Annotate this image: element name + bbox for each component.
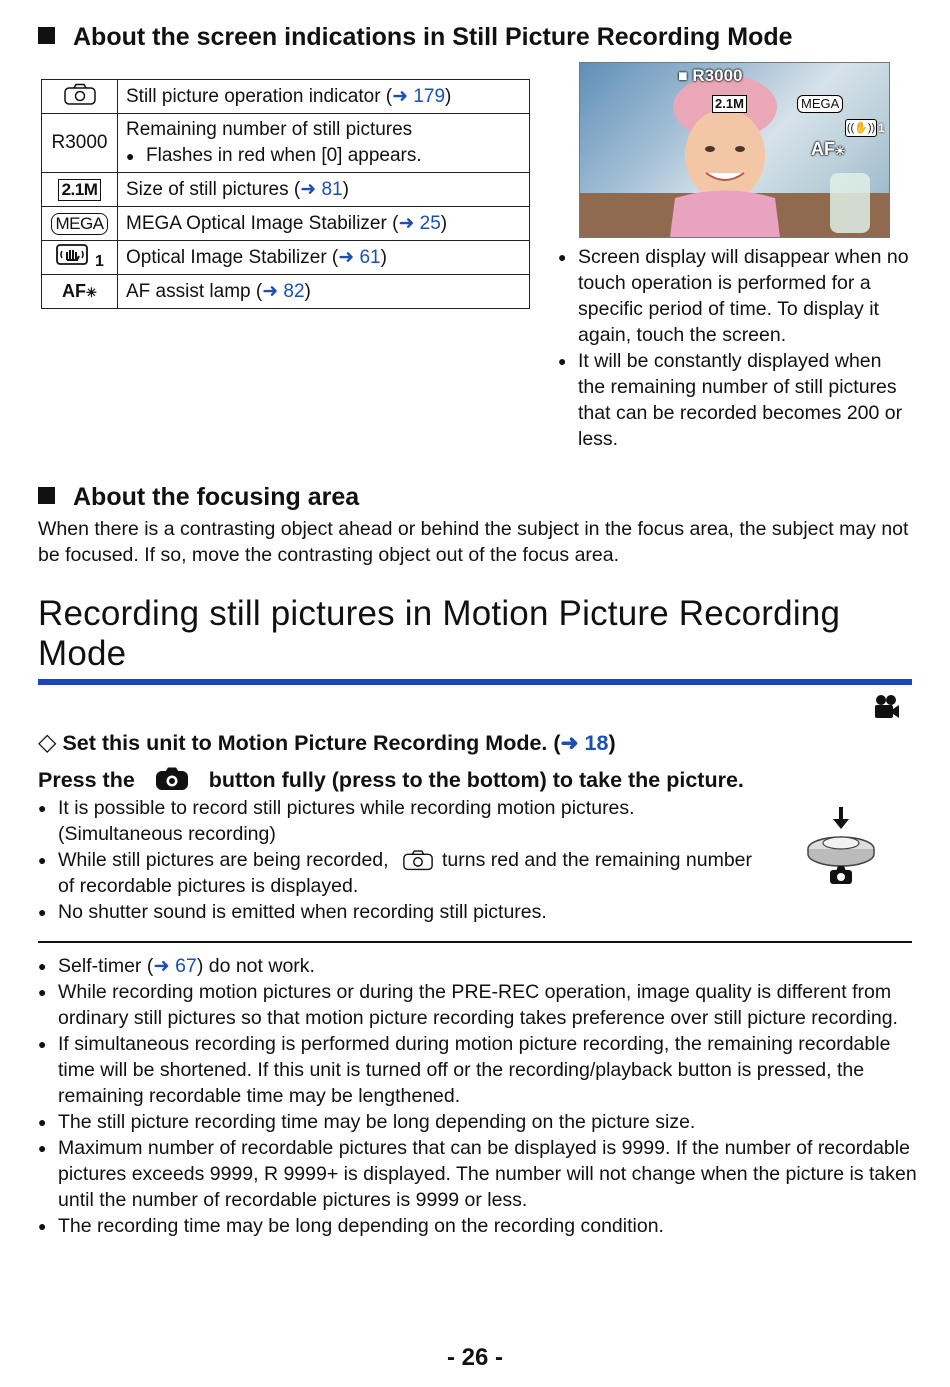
bullet-item: ● Screen display will disappear when no touch operation is performed for a specific period of time. To display it again, touch the screen. xyxy=(558,244,914,348)
preview-size-icon: 2.1M xyxy=(712,95,747,113)
table-row xyxy=(42,173,530,207)
page-link[interactable]: ➜ 179 xyxy=(392,86,446,107)
square-bullet-icon xyxy=(38,27,55,44)
title-rule xyxy=(38,679,912,685)
bullet-item: ● The recording time may be long depending on the recording condition. xyxy=(38,1213,918,1239)
bullet-item: ● Flashes in red when [0] appears. xyxy=(126,143,521,169)
page-link[interactable]: ➜ 81 xyxy=(300,179,343,200)
page-link[interactable]: ➜ 82 xyxy=(262,281,305,302)
focusing-area-body: When there is a contrasting object ahead or behind the subject in the focus area, the subject may not be focused. If so, move the contrasting object out of the focus area. xyxy=(38,518,909,566)
icon-cell xyxy=(42,173,118,207)
bullet-item: ● No shutter sound is emitted when recording still pictures. xyxy=(38,899,768,925)
page-link[interactable]: ➜ 67 xyxy=(153,955,197,977)
preview-notes xyxy=(558,244,914,452)
desc-cell: Optical Image Stabilizer (➜ 61) xyxy=(118,241,530,275)
page-number: - 26 - xyxy=(446,1344,503,1371)
camera-button-icon xyxy=(155,767,189,791)
table-row xyxy=(42,80,530,114)
remaining-count-label: R3000 xyxy=(51,132,108,153)
page-title: Recording still pictures in Motion Picture Recording Mode xyxy=(38,594,841,673)
square-bullet-icon xyxy=(38,487,55,504)
lamp-burst-icon: ✳ xyxy=(86,284,97,300)
preview-af-icon: AF✳ xyxy=(811,139,846,159)
page-link[interactable]: ➜ 25 xyxy=(398,213,441,234)
desc-cell: Remaining number of still pictures ● Flashes in red when [0] appears. xyxy=(118,114,530,173)
step-press-button: Press the button fully (press to the bottom) to take the picture. xyxy=(38,768,744,792)
icon-cell xyxy=(42,241,118,275)
icon-cell xyxy=(42,207,118,241)
motion-picture-mode-icon xyxy=(872,694,900,720)
bullet-item: ● If simultaneous recording is performed during motion picture recording, the remaining recordable time will be shortened. If this unit is turned off or the recording/playback button is pressed, the remaining recordable time may be lengthened. xyxy=(38,1031,918,1109)
bullet-item: ● Self-timer (➜ 67) do not work. xyxy=(38,953,918,979)
page-link[interactable]: ➜ 61 xyxy=(338,247,381,268)
diamond-bullet-icon: ◇ xyxy=(38,729,57,756)
desc-cell: Still picture operation indicator (➜ 179) xyxy=(118,80,530,114)
camera-icon: ■ xyxy=(678,68,688,85)
mega-ois-icon: MEGA xyxy=(51,213,107,235)
stabilizer-hand-icon xyxy=(55,243,95,267)
section-heading-screen-indications: About the screen indications in Still Picture Recording Mode xyxy=(38,22,793,52)
table-row xyxy=(42,241,530,275)
af-lamp-icon: AF xyxy=(62,280,87,301)
preview-remaining-count: ■ R3000 xyxy=(678,66,743,85)
preview-ois-icon: ((✋)) xyxy=(845,119,877,137)
bullet-item: ● The still picture recording time may be long depending on the picture size. xyxy=(38,1109,918,1135)
icon-cell xyxy=(42,80,118,114)
bullet-item: ● While recording motion pictures or during the PRE-REC operation, image quality is different from ordinary still pictures so that motion picture recording takes preference over still picture recording. xyxy=(38,979,918,1031)
desc-cell: Size of still pictures (➜ 81) xyxy=(118,173,530,207)
table-row xyxy=(42,275,530,309)
bullet-item: ● While still pictures are being recorded, turns red and the remaining number of recordable pictures is displayed. xyxy=(38,847,768,899)
table-row xyxy=(42,114,530,173)
screen-preview-image xyxy=(579,62,890,238)
size-icon: 2.1M xyxy=(58,179,102,201)
ois-number: 1 xyxy=(95,253,104,271)
indications-table xyxy=(41,79,530,309)
notes-divider xyxy=(38,941,912,943)
section-heading-focusing-area: About the focusing area xyxy=(38,482,359,512)
desc-cell: MEGA Optical Image Stabilizer (➜ 25) xyxy=(118,207,530,241)
page-link[interactable]: ➜ 18 xyxy=(560,731,609,755)
shutter-press-illustration xyxy=(806,805,876,887)
notes-list xyxy=(38,953,918,1239)
table-row xyxy=(42,207,530,241)
bullet-item: ● It is possible to record still pictures while recording motion pictures. (Simultaneous recording) xyxy=(38,795,768,847)
bullet-item: ● Maximum number of recordable pictures that can be displayed is 9999. If the number of recordable pictures exceeds 9999, R 9999+ is displayed. The number will not change when the picture is taken until the number of recordable pictures is 9999 or less. xyxy=(38,1135,918,1213)
preview-mega-icon: MEGA xyxy=(797,95,843,113)
preview-ois-number: 1 xyxy=(878,121,885,135)
camera-outline-icon xyxy=(402,849,434,871)
icon-cell xyxy=(42,275,118,309)
step-set-mode: ◇ Set this unit to Motion Picture Recording Mode. (➜ 18) xyxy=(38,729,616,756)
desc-cell: AF assist lamp (➜ 82) xyxy=(118,275,530,309)
icon-cell xyxy=(42,114,118,173)
camera-outline-icon xyxy=(63,83,97,105)
step-bullets xyxy=(38,795,768,925)
bullet-item: ● It will be constantly displayed when the remaining number of still pictures that can be recorded becomes 200 or less. xyxy=(558,348,914,452)
